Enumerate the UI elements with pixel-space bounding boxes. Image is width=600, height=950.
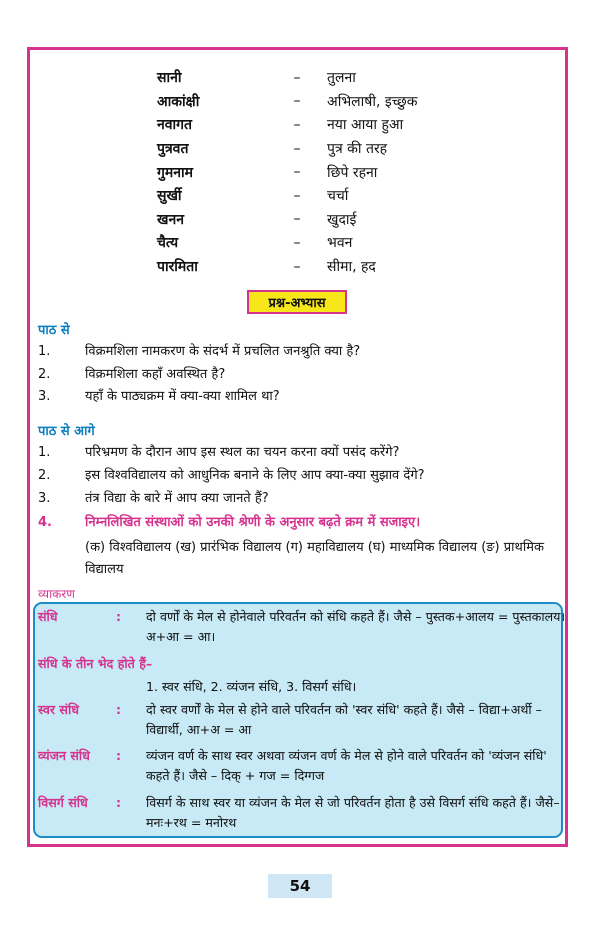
glossary-dash: – [293, 234, 301, 251]
glossary-meaning: छिपे रहना [327, 164, 378, 181]
glossary-word: गुमनाम [157, 164, 194, 181]
section-heading-path-se: पाठ से [38, 323, 70, 338]
glossary-row [157, 113, 477, 137]
rule-colon: : [116, 748, 122, 763]
glossary-row [157, 160, 477, 184]
question-text: यहाँ के पाठ्यक्रम में क्या-क्या शामिल था? [85, 389, 280, 404]
glossary-row [157, 90, 477, 114]
glossary-word: चैत्य [157, 235, 179, 252]
question-text: परिभ्रमण के दौरान आप इस स्थल का चयन करना क्यों पसंद करेंगे? [85, 445, 400, 460]
section-heading-path-se-aage: पाठ से आगे [38, 424, 95, 439]
question-number: 2. [38, 367, 51, 382]
glossary-dash: – [293, 69, 301, 86]
glossary-dash: – [293, 93, 301, 110]
question-text: विक्रमशिला नामकरण के संदर्भ में प्रचलित जनश्रुति क्या है? [85, 344, 361, 359]
rule-desc: दो स्वर वर्णों के मेल से होने वाले परिवर्तन को 'स्वर संधि' कहते हैं। जैसे – विद्या+अर्थी – विद्यार्थी, आ+अ = आ [146, 702, 542, 737]
question-text: निम्नलिखित संस्थाओं को उनकी श्रेणी के अनुसार बढ़ते क्रम में सजाइए। [85, 515, 421, 530]
options-text: (क) विश्वविद्यालय (ख) प्रारंभिक विद्यालय (ग) महाविद्यालय (घ) माध्यमिक विद्यालय (ङ) प्राथमिक विद्यालय [85, 540, 544, 577]
question-number: 3. [38, 491, 51, 506]
rule-desc: दो वर्णों के मेल से होनेवाले परिवर्तन को संधि कहते हैं। जैसे – पुस्तक+आलय = पुस्तकालय। अ+आ = आ। [146, 609, 566, 644]
question-text: विक्रमशिला कहाँ अवस्थित है? [85, 367, 226, 382]
rule-colon: : [116, 795, 122, 810]
glossary-word: आकांक्षी [157, 93, 200, 110]
rule-colon: : [116, 609, 122, 624]
glossary-dash: – [293, 164, 301, 181]
question-item [38, 466, 566, 486]
glossary-word: सानी [157, 70, 182, 87]
glossary-dash: – [293, 187, 301, 204]
glossary-list [157, 66, 477, 278]
glossary-word: नवागत [157, 117, 193, 134]
glossary-dash: – [293, 258, 301, 275]
glossary-meaning: चर्चा [327, 188, 349, 205]
question-item [38, 387, 566, 407]
question-item [38, 443, 566, 463]
question-text: तंत्र विद्या के बारे में आप क्या जानते हैं? [85, 491, 269, 506]
glossary-row [157, 255, 477, 279]
rule-term: संधि [38, 609, 58, 624]
glossary-meaning: तुलना [327, 70, 356, 87]
rule-desc: व्यंजन वर्ण के साथ स्वर अथवा व्यंजन वर्ण के मेल से होने वाले परिवर्तन को 'व्यंजन संधि' कहते हैं। जैसे – दिक् + गज = दिग्गज [146, 748, 547, 783]
question-item-highlight [38, 513, 566, 533]
glossary-word: खनन [157, 211, 184, 228]
glossary-word: पारमिता [157, 259, 198, 276]
question-number: 3. [38, 389, 51, 404]
page-number: 54 [268, 874, 332, 898]
question-options [38, 537, 566, 581]
glossary-row [157, 231, 477, 255]
question-item [38, 489, 566, 509]
grammar-heading: व्याकरण [38, 587, 75, 601]
rule-desc: विसर्ग के साथ स्वर या व्यंजन के मेल से जो परिवर्तन होता है उसे विसर्ग संधि कहते हैं। जैसे– मनः+रथ = मनोरथ [146, 795, 560, 830]
rule-term: स्वर संधि [38, 702, 79, 717]
question-text: इस विश्वविद्यालय को आधुनिक बनाने के लिए आप क्या-क्या सुझाव देंगे? [85, 468, 425, 483]
glossary-meaning: पुत्र की तरह [327, 141, 388, 158]
rule-term: विसर्ग संधि [38, 795, 88, 810]
glossary-meaning: सीमा, हद [327, 259, 376, 276]
glossary-word: सुर्खी [157, 188, 182, 205]
glossary-row [157, 137, 477, 161]
types-list-text: 1. स्वर संधि, 2. व्यंजन संधि, 3. विसर्ग संधि। [146, 679, 357, 694]
question-number: 1. [38, 344, 51, 359]
glossary-row [157, 208, 477, 232]
glossary-dash: – [293, 116, 301, 133]
question-number: 2. [38, 468, 51, 483]
rule-colon: : [116, 702, 122, 717]
glossary-meaning: खुदाई [327, 211, 357, 228]
glossary-meaning: नया आया हुआ [327, 117, 404, 134]
question-item [38, 342, 566, 362]
question-item [38, 365, 566, 385]
question-number: 1. [38, 445, 51, 460]
glossary-dash: – [293, 140, 301, 157]
glossary-row [157, 184, 477, 208]
glossary-dash: – [293, 211, 301, 228]
glossary-row [157, 66, 477, 90]
glossary-meaning: भवन [327, 235, 353, 252]
rule-term: व्यंजन संधि [38, 748, 90, 763]
glossary-meaning: अभिलाषी, इच्छुक [327, 93, 418, 110]
types-heading-text: संधि के तीन भेद होते हैं– [38, 656, 153, 671]
glossary-word: पुत्रवत [157, 141, 189, 158]
question-number: 4. [38, 515, 52, 530]
exercise-title: प्रश्न-अभ्यास [247, 290, 347, 314]
